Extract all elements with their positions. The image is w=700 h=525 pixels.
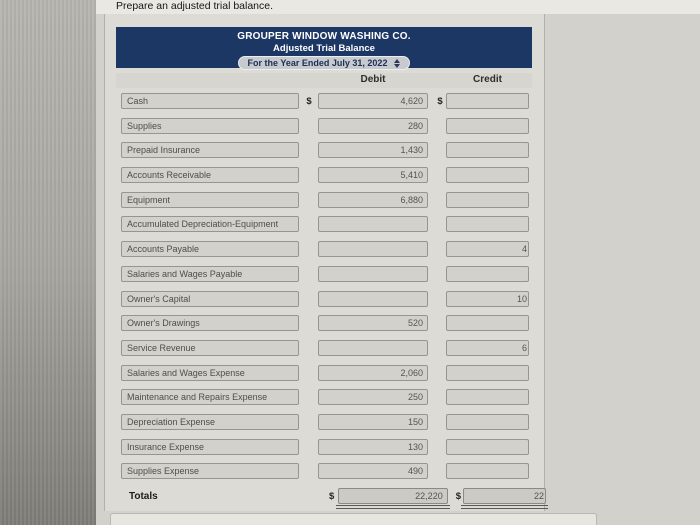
task-instruction-bar: [96, 0, 700, 14]
account-row: [105, 216, 546, 232]
account-name-field[interactable]: Prepaid Insurance: [121, 142, 299, 158]
account-row: [105, 118, 546, 134]
account-row: [105, 142, 546, 158]
dollar-sign: $: [306, 95, 312, 107]
totals-credit-input[interactable]: [463, 488, 546, 504]
account-name-field[interactable]: Accounts Payable: [121, 241, 299, 257]
debit-input[interactable]: [318, 365, 428, 381]
stepper-icon: [394, 59, 400, 68]
account-row: [105, 365, 546, 381]
debit-input[interactable]: [318, 439, 428, 455]
debit-input[interactable]: [318, 241, 428, 257]
page-content: [96, 14, 700, 525]
totals-label: Totals: [129, 490, 158, 502]
credit-input[interactable]: [446, 167, 529, 183]
account-row: [105, 291, 546, 307]
account-name-field[interactable]: Salaries and Wages Expense: [121, 365, 299, 381]
account-row: [105, 266, 546, 282]
debit-input[interactable]: [318, 142, 428, 158]
credit-input[interactable]: [446, 414, 529, 430]
company-name: GROUPER WINDOW WASHING CO.: [237, 31, 411, 42]
credit-input[interactable]: [446, 118, 529, 134]
account-name-field[interactable]: Accounts Receivable: [121, 167, 299, 183]
credit-input[interactable]: [446, 439, 529, 455]
credit-input[interactable]: [446, 241, 529, 257]
credit-input[interactable]: [446, 93, 529, 109]
account-row: [105, 340, 546, 356]
period-dropdown-value: For the Year Ended July 31, 2022: [247, 58, 388, 68]
account-name-field[interactable]: Supplies Expense: [121, 463, 299, 479]
debit-input[interactable]: [318, 192, 428, 208]
account-name-field[interactable]: Depreciation Expense: [121, 414, 299, 430]
account-name-field[interactable]: Owner's Drawings: [121, 315, 299, 331]
credit-input[interactable]: [446, 365, 529, 381]
totals-debit-input[interactable]: [338, 488, 448, 504]
credit-input[interactable]: [446, 291, 529, 307]
photo-background-band: [0, 0, 104, 525]
totals-credit-wrap: [463, 488, 546, 504]
totals-debit-wrap: [338, 488, 448, 504]
account-name-field[interactable]: Cash: [121, 93, 299, 109]
credit-input[interactable]: [446, 142, 529, 158]
account-name-field[interactable]: Service Revenue: [121, 340, 299, 356]
credit-input[interactable]: [446, 340, 529, 356]
debit-input[interactable]: [318, 340, 428, 356]
debit-input[interactable]: [318, 167, 428, 183]
account-row: [105, 389, 546, 405]
debit-input[interactable]: [318, 389, 428, 405]
credit-input[interactable]: [446, 266, 529, 282]
debit-input[interactable]: [318, 291, 428, 307]
account-row: [105, 93, 546, 109]
account-name-field[interactable]: Insurance Expense: [121, 439, 299, 455]
totals-row: [105, 488, 546, 504]
credit-column-header: Credit: [473, 74, 502, 85]
account-name-field[interactable]: Owner's Capital: [121, 291, 299, 307]
next-section-panel: [110, 513, 597, 525]
dollar-sign: $: [437, 95, 443, 107]
task-instruction: Prepare an adjusted trial balance.: [116, 0, 274, 12]
account-name-field[interactable]: Accumulated Depreciation-Equipment: [121, 216, 299, 232]
statement-header: [116, 27, 532, 68]
credit-input[interactable]: [446, 315, 529, 331]
dollar-sign: $: [328, 490, 335, 502]
account-row: [105, 241, 546, 257]
debit-column-header: Debit: [360, 74, 386, 85]
debit-input[interactable]: [318, 414, 428, 430]
debit-input[interactable]: [318, 93, 428, 109]
account-row: [105, 167, 546, 183]
account-row: [105, 439, 546, 455]
account-row: [105, 315, 546, 331]
period-dropdown[interactable]: [238, 56, 410, 70]
statement-title: Adjusted Trial Balance: [273, 43, 375, 54]
credit-input[interactable]: [446, 389, 529, 405]
account-name-field[interactable]: Equipment: [121, 192, 299, 208]
credit-input[interactable]: [446, 216, 529, 232]
dollar-sign: $: [455, 490, 461, 502]
debit-input[interactable]: [318, 266, 428, 282]
debit-input[interactable]: [318, 315, 428, 331]
account-row: [105, 463, 546, 479]
account-name-field[interactable]: Salaries and Wages Payable: [121, 266, 299, 282]
account-row: [105, 192, 546, 208]
debit-input[interactable]: [318, 463, 428, 479]
account-row: [105, 414, 546, 430]
credit-input[interactable]: [446, 463, 529, 479]
credit-input[interactable]: [446, 192, 529, 208]
account-rows: [105, 93, 546, 488]
column-headers: [116, 73, 532, 88]
debit-input[interactable]: [318, 216, 428, 232]
account-name-field[interactable]: Supplies: [121, 118, 299, 134]
debit-input[interactable]: [318, 118, 428, 134]
account-name-field[interactable]: Maintenance and Repairs Expense: [121, 389, 299, 405]
trial-balance-form: [104, 14, 545, 511]
